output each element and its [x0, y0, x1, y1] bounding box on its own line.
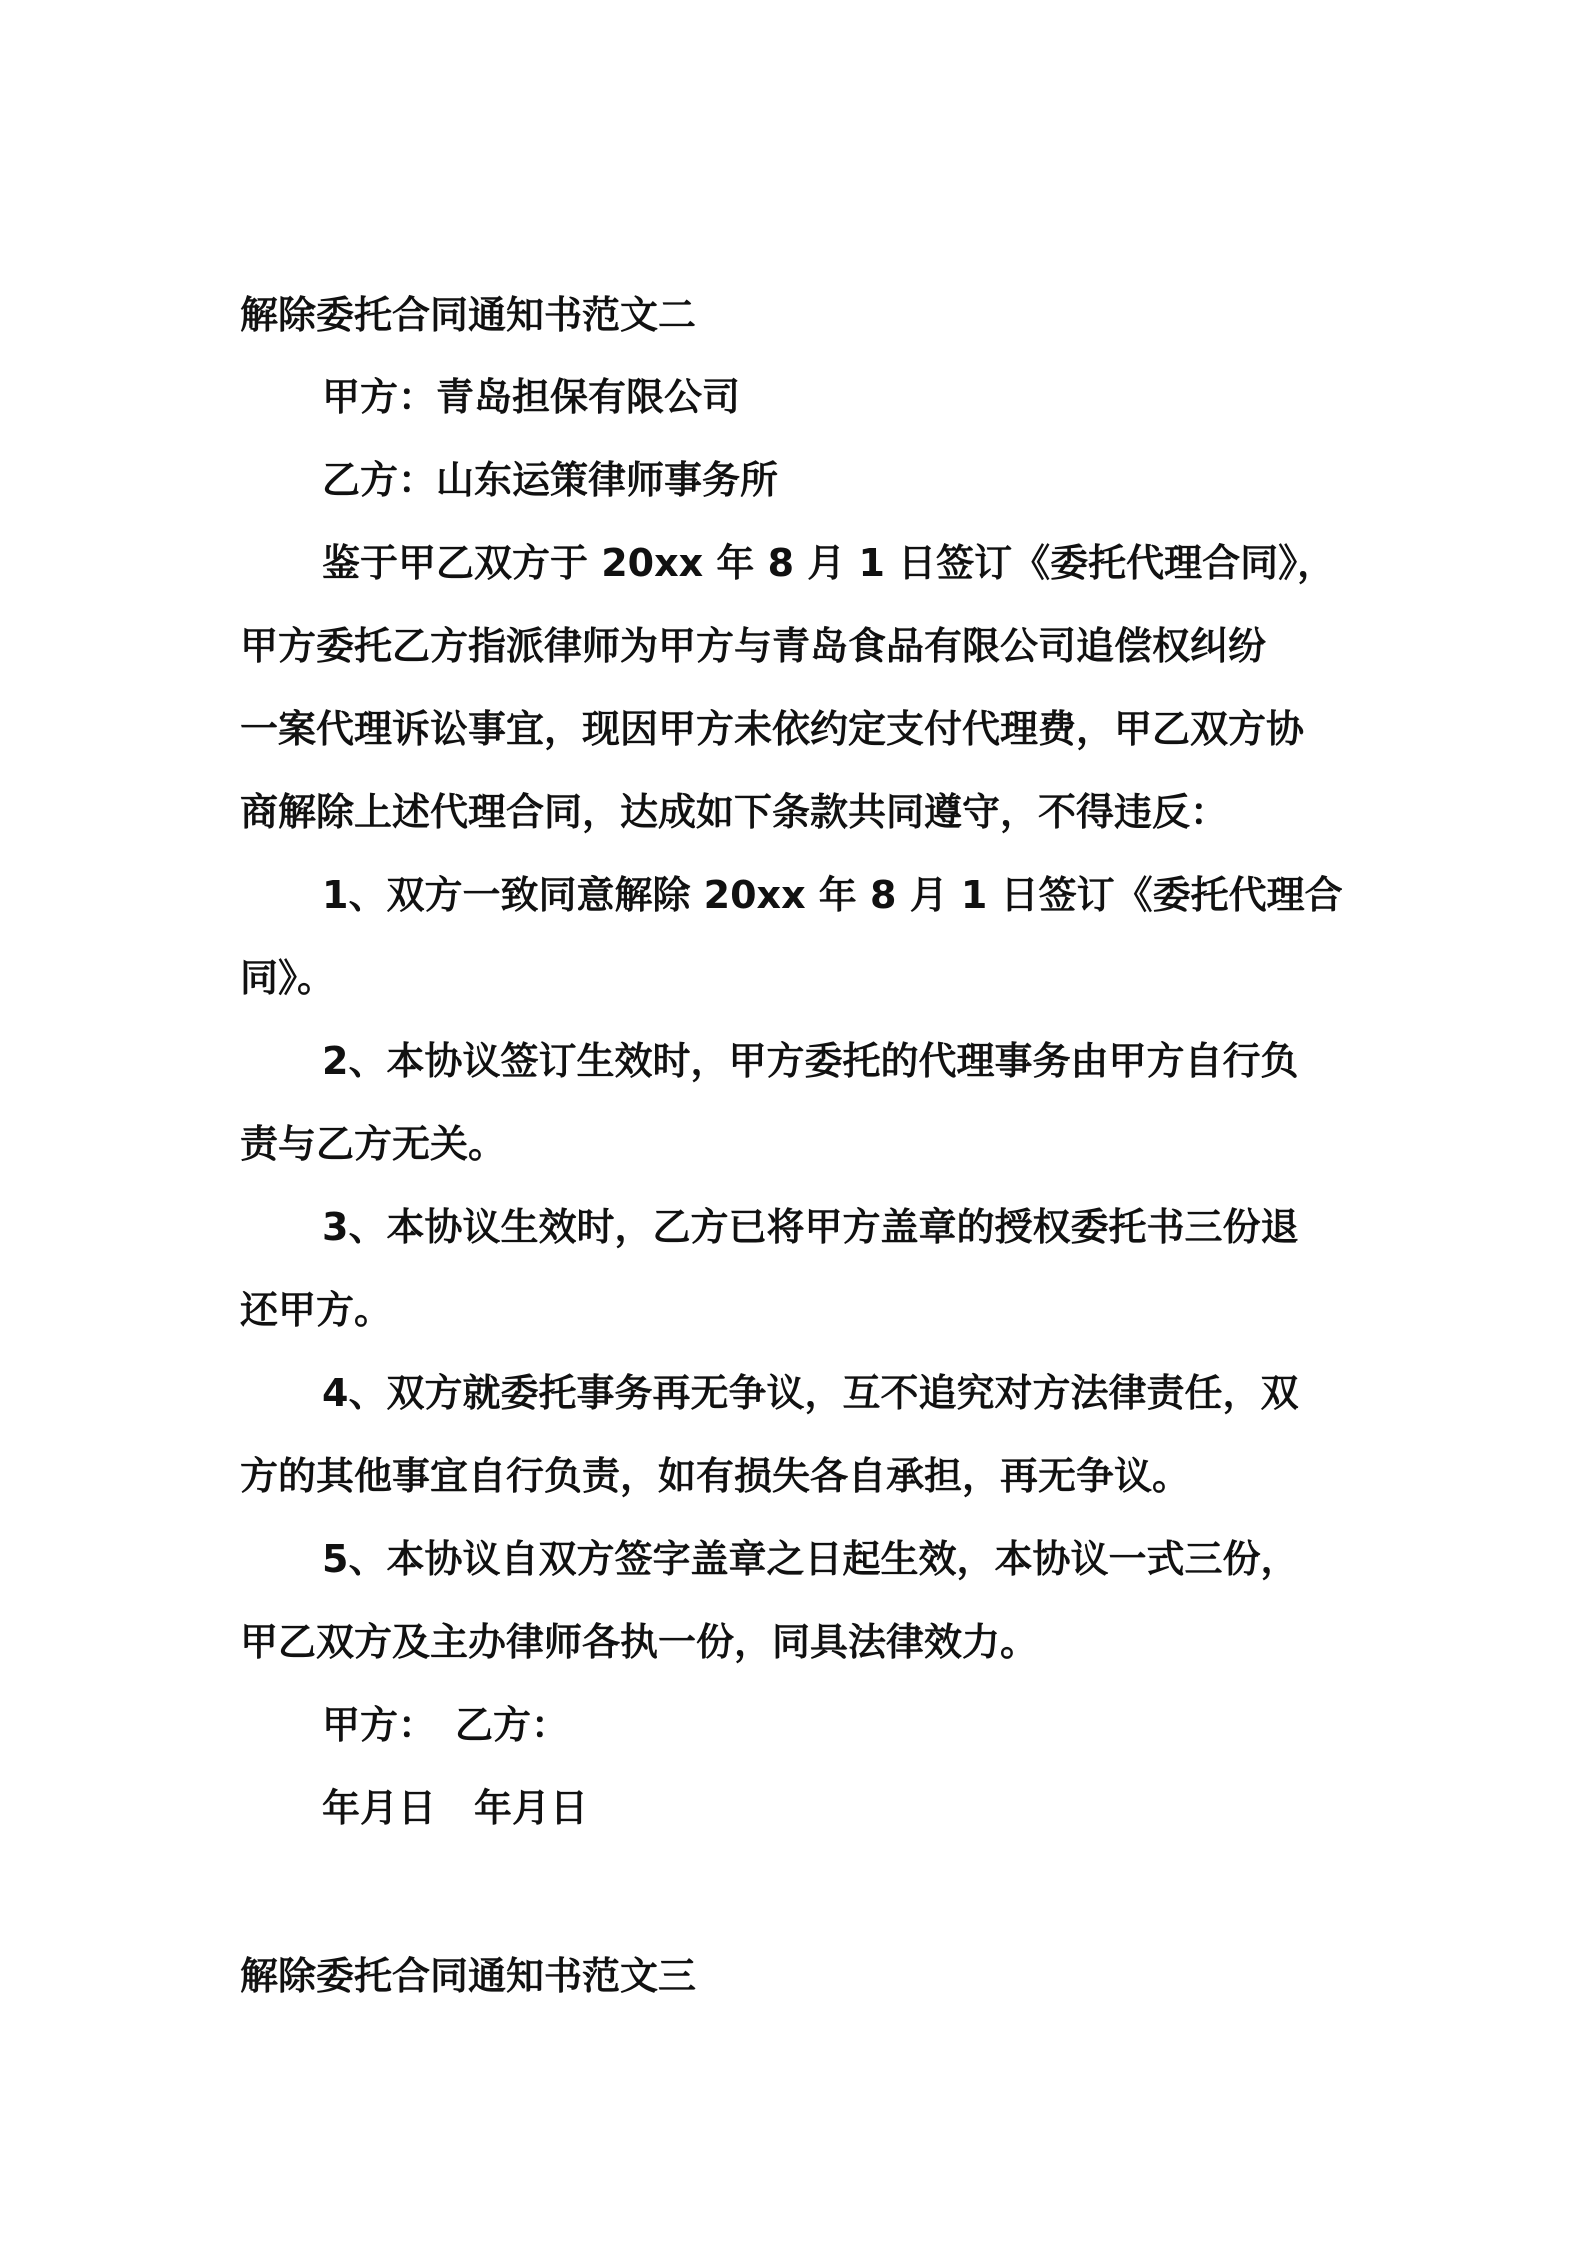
clause-1-line-2: 同》。: [240, 956, 336, 1000]
clause-4-line-1: 4、双方就委托事务再无争议，互不追究对方法律责任，双: [322, 1371, 1299, 1415]
party-b-line: 乙方：山东运策律师事务所: [322, 458, 779, 502]
signature-line: 甲方： 乙方：: [322, 1703, 570, 1747]
preamble-line-2: 甲方委托乙方指派律师为甲方与青岛食品有限公司追偿权纠纷: [240, 624, 1267, 668]
clause-5-line-1: 5、本协议自双方签字盖章之日起生效，本协议一式三份，: [322, 1537, 1299, 1581]
preamble-line-4: 商解除上述代理合同，达成如下条款共同遵守，不得违反：: [240, 790, 1229, 834]
clause-4-line-2: 方的其他事宜自行负责，如有损失各自承担，再无争议。: [240, 1454, 1191, 1498]
party-a-line: 甲方：青岛担保有限公司: [322, 375, 741, 419]
date-line: 年月日 年月日: [322, 1786, 589, 1830]
clause-2-line-2: 责与乙方无关。: [240, 1122, 507, 1166]
clause-3-line-2: 还甲方。: [240, 1288, 393, 1332]
preamble-line-1: 鉴于甲乙双方于 20xx 年 8 月 1 日签订《委托代理合同》，: [322, 541, 1336, 585]
section2-title: 解除委托合同通知书范文二: [240, 293, 697, 337]
clause-2-line-1: 2、本协议签订生效时，甲方委托的代理事务由甲方自行负: [322, 1039, 1299, 1083]
clause-5-line-2: 甲乙双方及主办律师各执一份，同具法律效力。: [240, 1620, 1039, 1664]
clause-3-line-1: 3、本协议生效时，乙方已将甲方盖章的授权委托书三份退: [322, 1205, 1299, 1249]
preamble-line-3: 一案代理诉讼事宜，现因甲方未依约定支付代理费，甲乙双方协: [240, 707, 1305, 751]
section3-title: 解除委托合同通知书范文三: [240, 1954, 697, 1998]
clause-1-line-1: 1、双方一致同意解除 20xx 年 8 月 1 日签订《委托代理合: [322, 873, 1343, 917]
